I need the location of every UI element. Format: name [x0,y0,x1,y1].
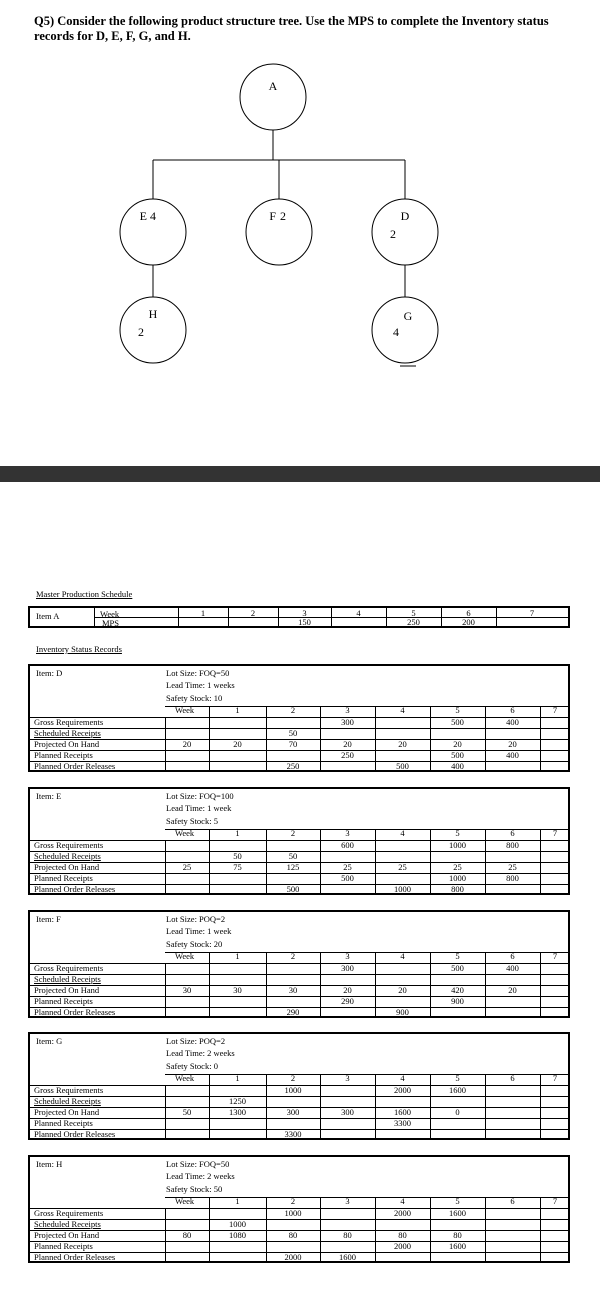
record-week-number: 3 [345,951,350,961]
record-initial-on-hand: 30 [182,985,192,995]
node-a-label: A [268,79,278,93]
mps-week: 1 [200,608,206,618]
record-cell: 800 [451,884,464,894]
record-cell: 2000 [394,1208,411,1218]
record-week-label: Week [175,828,195,838]
node-g-qty: 4 [393,325,399,339]
record-cell: 290 [341,996,354,1006]
record-cell: 500 [396,761,409,771]
row-label: Planned Receipts [34,873,93,883]
record-cell: 1600 [449,1208,466,1218]
record-safety-stock: Safety Stock: 10 [166,693,223,703]
record-cell: 30 [233,985,242,995]
record-cell: 75 [233,862,242,872]
record-item: Item: E [36,791,62,801]
record-initial-on-hand: 25 [182,862,192,872]
record-lead-time: Lead Time: 2 weeks [166,1171,235,1181]
record-lot-size: Lot Size: POQ=2 [166,914,226,924]
record-0 [28,664,570,772]
record-week-number: 7 [552,705,558,715]
mps-week: 3 [302,608,307,618]
product-structure-tree [0,60,600,380]
record-cell: 1300 [229,1107,246,1117]
record-cell: 20 [398,739,407,749]
record-1 [28,787,570,895]
record-cell: 500 [451,717,464,727]
record-week-number: 7 [552,1073,558,1083]
record-week-label: Week [175,1196,195,1206]
record-item: Item: H [36,1159,63,1169]
record-cell: 250 [286,761,300,771]
node-d-label: D [400,209,410,223]
record-cell: 30 [288,985,298,995]
record-cell: 20 [233,739,242,749]
row-label: Planned Order Releases [34,761,116,771]
row-label: Gross Requirements [34,1208,104,1218]
inventory-title: Inventory Status Records [36,644,122,654]
record-cell: 400 [506,750,519,760]
record-week-label: Week [175,1073,195,1083]
record-cell: 25 [508,862,517,872]
record-cell: 600 [341,840,354,850]
record-cell: 900 [451,996,464,1006]
mps-week: 4 [356,608,361,618]
record-cell: 0 [455,1107,460,1117]
record-cell: 1600 [339,1252,356,1262]
record-week-number: 4 [400,951,405,961]
record-cell: 1000 [449,873,466,883]
row-label: Gross Requirements [34,840,104,850]
record-cell: 800 [506,840,519,850]
record-cell: 1250 [229,1096,246,1106]
record-cell: 800 [506,873,519,883]
record-cell: 1000 [229,1219,246,1229]
row-label: Projected On Hand [34,1107,100,1117]
record-cell: 20 [453,739,462,749]
record-lot-size: Lot Size: FOQ=50 [166,1159,230,1169]
record-week-number: 3 [345,1196,350,1206]
record-initial-on-hand: 50 [182,1107,192,1117]
row-label: Planned Receipts [34,750,93,760]
mps-week: 6 [466,608,471,618]
mps-week: 7 [529,608,535,618]
record-cell: 20 [343,985,352,995]
record-item: Item: F [36,914,61,924]
record-cell: 500 [451,750,464,760]
row-label: Gross Requirements [34,717,104,727]
record-week-number: 6 [510,1073,515,1083]
record-week-number: 6 [510,1196,515,1206]
record-initial-on-hand: 20 [182,739,192,749]
row-label: Gross Requirements [34,1085,104,1095]
record-cell: 2000 [394,1085,411,1095]
row-label: Planned Receipts [34,1118,93,1128]
record-safety-stock: Safety Stock: 20 [166,939,223,949]
record-week-number: 5 [455,1073,460,1083]
record-cell: 50 [233,851,242,861]
row-label: Scheduled Receipts [34,1096,101,1106]
record-item: Item: G [36,1036,63,1046]
page-divider [0,466,600,482]
record-week-number: 1 [235,705,240,715]
record-week-number: 4 [400,1196,405,1206]
record-cell: 400 [506,717,519,727]
record-cell: 400 [506,963,519,973]
record-cell: 300 [286,1107,300,1117]
record-cell: 250 [341,750,354,760]
node-d-qty: 2 [390,227,396,241]
record-cell: 1080 [229,1230,246,1240]
record-week-number: 7 [552,1196,558,1206]
mps-week-label: Week [100,609,120,619]
node-f [246,199,312,265]
record-week-number: 5 [455,951,460,961]
record-week-number: 7 [552,828,558,838]
record-safety-stock: Safety Stock: 5 [166,816,218,826]
record-cell: 1000 [284,1085,302,1095]
row-label: Scheduled Receipts [34,974,101,984]
record-lead-time: Lead Time: 1 week [166,926,232,936]
record-week-number: 2 [290,705,296,715]
record-cell: 300 [341,963,354,973]
record-week-number: 5 [455,828,460,838]
row-label: Planned Receipts [34,996,93,1006]
record-cell: 80 [288,1230,298,1240]
record-cell: 1600 [449,1085,466,1095]
node-a [240,64,306,130]
record-week-number: 4 [400,705,405,715]
row-label: Projected On Hand [34,985,100,995]
record-lot-size: Lot Size: FOQ=50 [166,668,230,678]
record-4 [28,1155,570,1263]
record-cell: 500 [286,884,300,894]
record-week-label: Week [175,951,195,961]
record-cell: 70 [288,739,298,749]
record-cell: 1000 [284,1208,302,1218]
record-week-number: 5 [455,1196,460,1206]
row-label: Scheduled Receipts [34,1219,101,1229]
record-cell: 20 [398,985,407,995]
record-cell: 50 [288,851,298,861]
mps-item: Item A [36,611,60,621]
record-cell: 50 [288,728,298,738]
node-g-label: G [403,309,413,323]
row-label: Projected On Hand [34,739,100,749]
record-2 [28,910,570,1018]
record-cell: 20 [508,985,517,995]
record-cell: 2000 [394,1241,411,1251]
record-lead-time: Lead Time: 1 week [166,803,232,813]
node-h-qty: 2 [138,325,144,339]
mps-title: Master Production Schedule [36,589,133,599]
record-cell: 900 [396,1007,409,1017]
row-label: Planned Order Releases [34,1007,116,1017]
record-cell: 1000 [449,840,466,850]
node-g [372,297,438,363]
record-cell: 420 [451,985,464,995]
record-cell: 500 [451,963,464,973]
record-week-number: 4 [400,828,405,838]
record-cell: 20 [343,739,352,749]
record-week-number: 6 [510,828,515,838]
record-cell: 25 [343,862,352,872]
mps-value: 250 [407,617,420,627]
node-f-label: F [269,209,276,223]
record-safety-stock: Safety Stock: 50 [166,1184,223,1194]
record-week-number: 5 [455,705,460,715]
record-cell: 300 [341,1107,354,1117]
record-cell: 80 [453,1230,462,1240]
record-week-number: 3 [345,705,350,715]
record-week-number: 1 [235,1073,240,1083]
record-week-number: 1 [235,1196,240,1206]
record-initial-on-hand: 80 [182,1230,192,1240]
record-cell: 2000 [284,1252,302,1262]
record-item: Item: D [36,668,63,678]
question-text: Q5) Consider the following product structure tree. Use the MPS to complete the Inventory status records for D, E, F, G, and H. [34,14,549,43]
record-week-number: 4 [400,1073,405,1083]
record-cell: 290 [286,1007,300,1017]
record-cell: 3300 [394,1118,411,1128]
record-safety-stock: Safety Stock: 0 [166,1061,218,1071]
node-e-label: E [139,209,147,223]
record-cell: 1600 [449,1241,466,1251]
record-cell: 80 [398,1230,407,1240]
row-label: Planned Receipts [34,1241,93,1251]
mps-mps-label: MPS [102,618,120,628]
record-lot-size: Lot Size: FOQ=100 [166,791,234,801]
record-cell: 25 [453,862,462,872]
record-cell: 1600 [394,1107,411,1117]
record-cell: 80 [343,1230,352,1240]
record-cell: 3300 [284,1129,302,1139]
record-cell: 400 [451,761,464,771]
record-lead-time: Lead Time: 1 weeks [166,680,235,690]
record-week-number: 7 [552,951,558,961]
record-week-number: 1 [235,951,240,961]
record-cell: 500 [341,873,354,883]
record-cell: 25 [398,862,407,872]
record-cell: 125 [286,862,300,872]
record-week-number: 1 [235,828,240,838]
record-week-number: 3 [345,828,350,838]
row-label: Projected On Hand [34,862,100,872]
node-e-qty: 4 [150,209,156,223]
record-week-number: 2 [290,828,296,838]
record-week-number: 6 [510,951,515,961]
mps-week: 2 [250,608,256,618]
mps-week: 5 [411,608,416,618]
record-week-number: 3 [345,1073,350,1083]
record-3 [28,1032,570,1140]
record-cell: 300 [341,717,354,727]
record-week-number: 6 [510,705,515,715]
record-lot-size: Lot Size: POQ=2 [166,1036,226,1046]
record-week-number: 2 [290,1073,296,1083]
node-f-qty: 2 [280,209,286,223]
mps-table [28,606,570,628]
row-label: Gross Requirements [34,963,104,973]
record-week-label: Week [175,705,195,715]
record-lead-time: Lead Time: 2 weeks [166,1048,235,1058]
row-label: Scheduled Receipts [34,728,101,738]
row-label: Scheduled Receipts [34,851,101,861]
row-label: Planned Order Releases [34,1129,116,1139]
row-label: Planned Order Releases [34,1252,116,1262]
record-week-number: 2 [290,951,296,961]
row-label: Planned Order Releases [34,884,116,894]
mps-value: 150 [298,617,311,627]
record-cell: 1000 [394,884,411,894]
node-h-label: H [148,307,158,321]
record-cell: 20 [508,739,517,749]
row-label: Projected On Hand [34,1230,100,1240]
record-week-number: 2 [290,1196,296,1206]
mps-value: 200 [462,617,475,627]
